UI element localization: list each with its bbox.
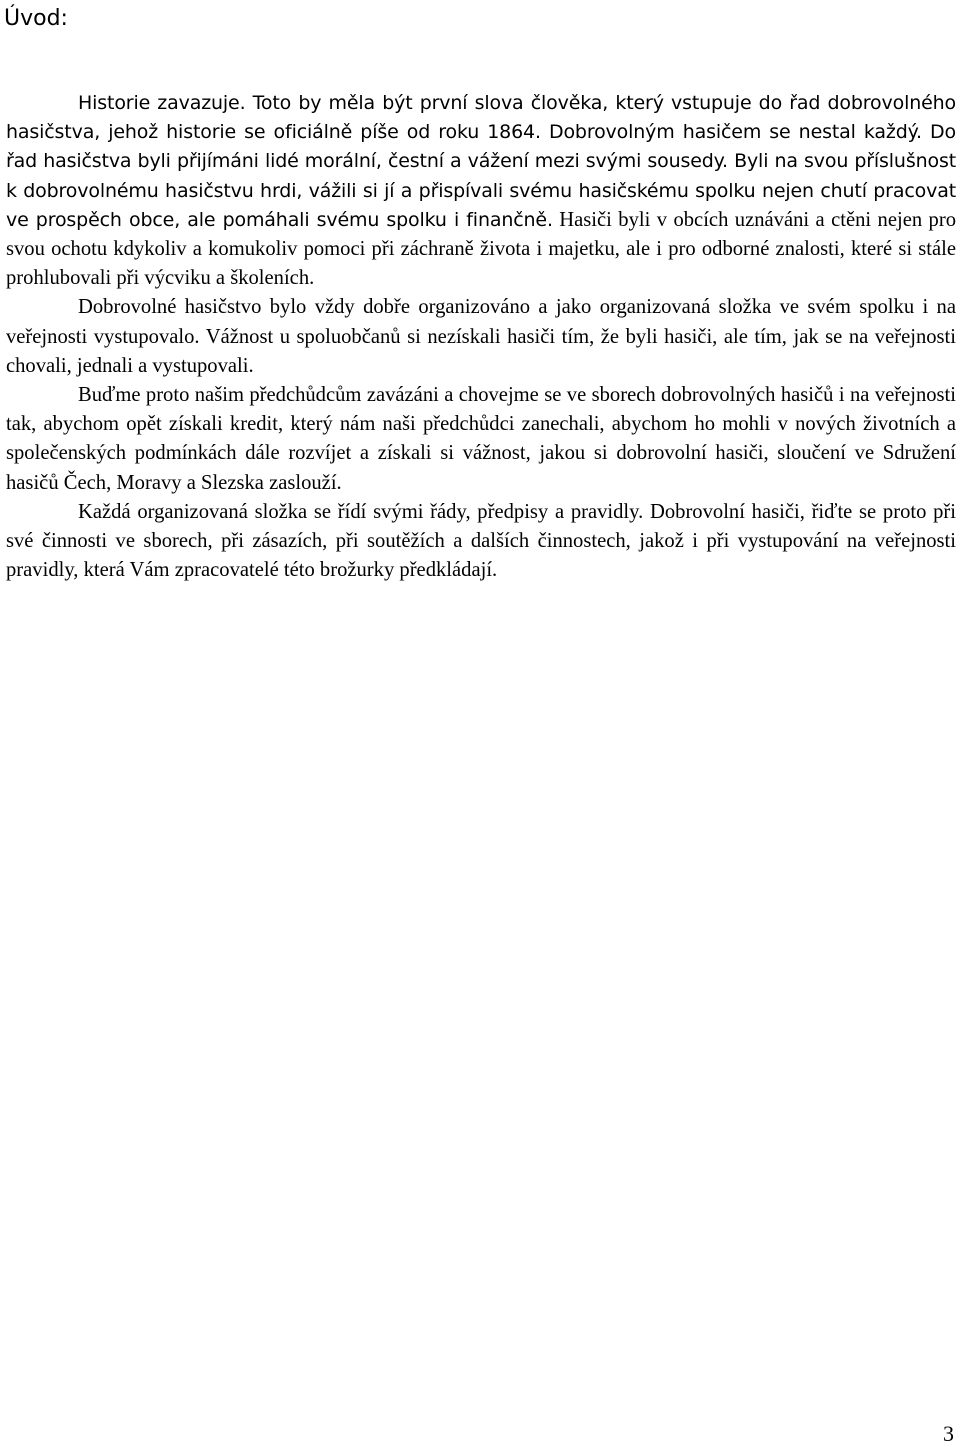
paragraph-organization bbox=[6, 293, 956, 381]
document-body bbox=[6, 89, 956, 585]
paragraph-rules bbox=[6, 498, 956, 586]
paragraph-rules-text: Každá organizovaná složka se řídí svými řády, předpisy a pravidly. Dobrovolní hasiči, řiďte se proto při své činnosti ve sborech, při zásazích, při soutěžích a dalších činnostech, jakož i při vystupování na veřejnosti pravidly, která Vám zpracovatelé této brožurky předkládají. bbox=[6, 500, 956, 582]
paragraph-predecessors bbox=[6, 381, 956, 498]
page-number: 3 bbox=[943, 1421, 954, 1446]
paragraph-history bbox=[6, 89, 956, 293]
page-heading: Úvod: bbox=[4, 6, 68, 31]
paragraph-predecessors-text: Buďme proto našim předchůdcům zavázáni a chovejme se ve sborech dobrovolných hasičů i na veřejnosti tak, abychom opět získali kredit, který nám naši předchůdci zanechali, abychom ho mohli v nových životních a společenských podmínkách dále rozvíjet a získali si vážnost, jakou si dobrovolní hasiči, sloučení ve Sdružení hasičů Čech, Moravy a Slezska zaslouží. bbox=[6, 384, 956, 494]
paragraph-organization-text: Dobrovolné hasičstvo bylo vždy dobře organizováno a jako organizovaná složka ve svém spolku i na veřejnosti vystupovalo. Vážnost u spoluobčanů si nezískali hasiči tím, že byli hasiči, ale tím, jak se na veřejnosti chovali, jednali a vystupovali. bbox=[6, 296, 956, 377]
paragraph-history-serif-segment: Hasiči byli v obcích uznáváni a ctěni nejen pro svou ochotu kdykoliv a komukoliv pomoci při záchraně života i majetku, ale i pro odborné znalosti, které si stále prohlubovali při výcviku a školeních. bbox=[6, 208, 956, 290]
paragraph-history-sans-segment: Historie zavazuje. Toto by měla být první slova člověka, který vstupuje do řad dobrovolného hasičstva, jehož historie se oficiálně píše od roku 1864. Dobrovolným hasičem se nestal každý. Do řad hasičstva byli přijímáni lidé morální, čestní a vážení mezi svými sousedy. Byli na svou příslušnost k dobrovolnému hasičstvu hrdi, vážili si jí a přispívali svému hasičskému spolku nejen chutí pracovat ve prospěch obce, ale pomáhali svému spolku i finančně. bbox=[6, 92, 956, 231]
